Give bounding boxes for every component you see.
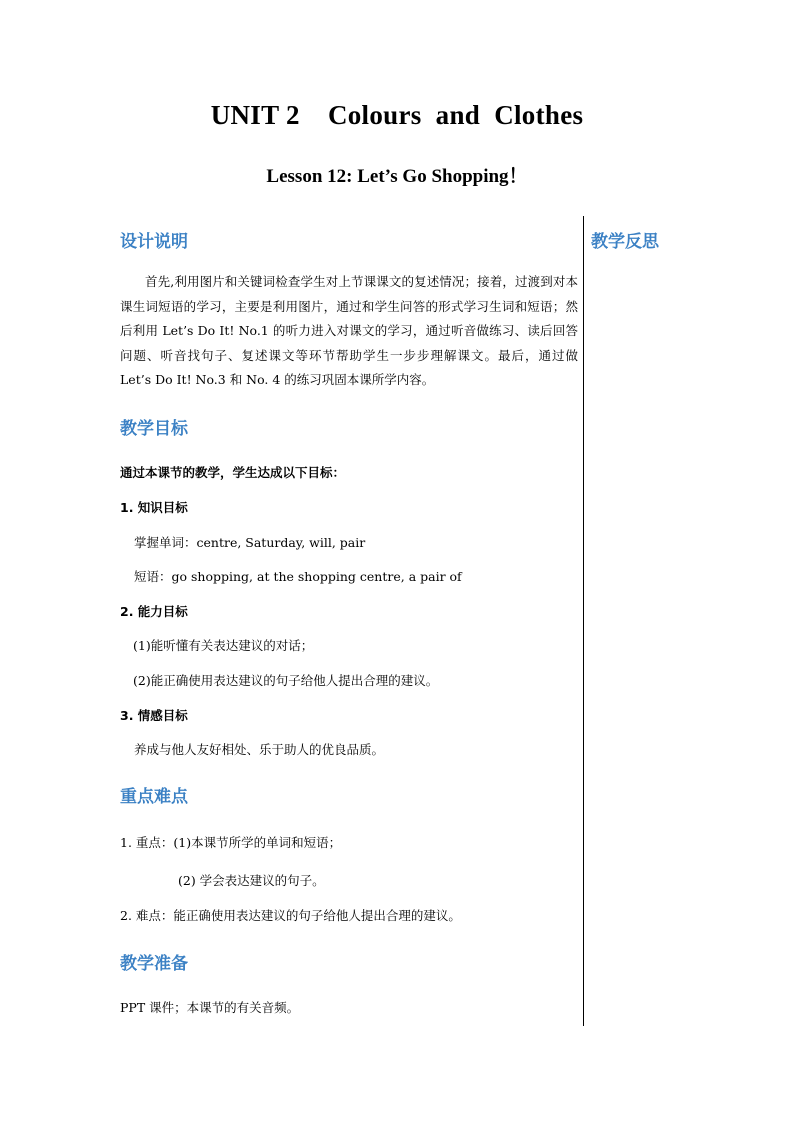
design-heading: 设计说明 (120, 232, 188, 252)
key-points-heading: 重点难点 (120, 787, 188, 807)
design-paragraph: 首先,利用图片和关键词检查学生对上节课课文的复述情况；接着，过渡到对本课生词短语的学习，主要是利用图片，通过和学生问答的形式学习生词和短语；然后利用 Let’s Do It! No.1 的听力进入对课文的学习，通过听音做练习、读后回答问题、听音找句子、复述课文等环节帮助学生一步步理解课文。最后，通过做 Let’s Do It! No.3 和 No. 4 的练习巩固本课所学内容。 (120, 274, 578, 387)
objectives-heading: 教学目标 (120, 419, 188, 439)
knowledge-goal-title: 1. 知识目标 (120, 500, 188, 515)
reflection-heading: 教学反思 (591, 232, 659, 252)
focus-line-1: 1. 重点：(1)本课节所学的单词和短语； (120, 835, 342, 850)
focus-line-2: (2) 学会表达建议的句子。 (178, 873, 325, 888)
unit-title: UNIT 2 Colours and Clothes (210, 100, 584, 130)
preparation-content: PPT 课件；本课节的有关音频。 (120, 1000, 300, 1015)
emotion-goal-title: 3. 情感目标 (120, 708, 188, 723)
ability-item-2: (2)能正确使用表达建议的句子给他人提出合理的建议。 (133, 673, 439, 688)
preparation-heading: 教学准备 (120, 954, 188, 974)
lesson-title: Lesson 12: Let’s Go Shopping！ (266, 166, 528, 187)
objectives-intro: 通过本课节的教学，学生达成以下目标： (120, 465, 346, 480)
phrases-line: 短语：go shopping, at the shopping centre, a pair of (134, 569, 462, 584)
ability-item-1: (1)能听懂有关表达建议的对话； (133, 638, 314, 653)
words-line: 掌握单词：centre, Saturday, will, pair (134, 535, 366, 550)
column-divider (583, 216, 584, 1026)
difficulty-line: 2. 难点：能正确使用表达建议的句子给他人提出合理的建议。 (120, 908, 461, 923)
emotion-item-1: 养成与他人友好相处、乐于助人的优良品质。 (134, 742, 385, 757)
ability-goal-title: 2. 能力目标 (120, 604, 188, 619)
